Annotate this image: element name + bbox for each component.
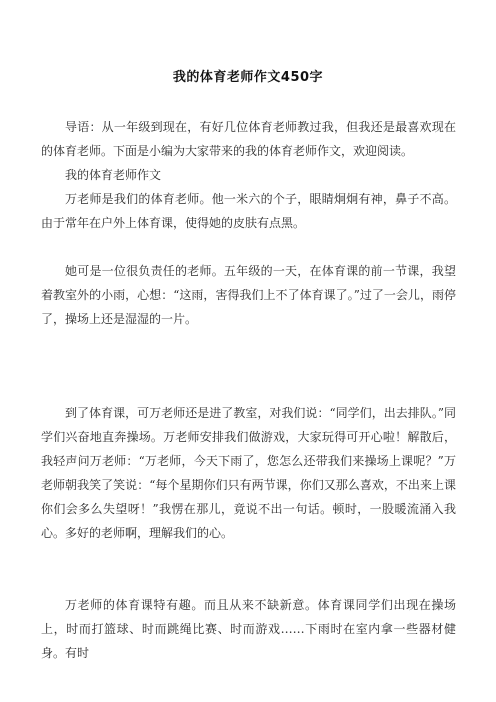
body-paragraph: 万老师的体育课特有趣。而且从来不缺新意。体育课同学们出现在操场上，时而打篮球、时而跳绳比赛、时而游戏……下雨时在室内拿一些器材健身。有时: [41, 598, 456, 660]
intro-paragraph: 导语：从一年级到现在，有好几位体育老师教过我，但我还是最喜欢现在的体育老师。下面是小编为大家带来的我的体育老师作文，欢迎阅读。: [41, 120, 456, 158]
section-heading: 我的体育老师作文: [65, 168, 162, 182]
body-paragraph: 万老师是我们的体育老师。他一米六的个子，眼睛炯炯有神，鼻子不高。由于常年在户外上体育课，使得她的皮肤有点黑。: [41, 192, 456, 230]
body-paragraph: 到了体育课，可万老师还是进了教室，对我们说：“同学们，出去排队。”同学们兴奋地直奔操场。万老师安排我们做游戏，大家玩得可开心啦！解散后，我轻声问万老师：“万老师，今天下雨了，您怎么还带我们来操场上课呢？”万老师朝我笑了笑说：“每个星期你们只有两节课，你们又那么喜欢，不出来上课你们会多么失望呀！”我愣在那儿，竟说不出一句话。顿时，一股暖流涌入我心。多好的老师啊，理解我们的心。: [41, 406, 456, 540]
document-title: 我的体育老师作文450字: [172, 70, 324, 85]
body-paragraph: 她可是一位很负责任的老师。五年级的一天，在体育课的前一节课，我望着教室外的小雨，心想：“这雨，害得我们上不了体育课了。”过了一会儿，雨停了，操场上还是湿湿的一片。: [41, 264, 456, 326]
